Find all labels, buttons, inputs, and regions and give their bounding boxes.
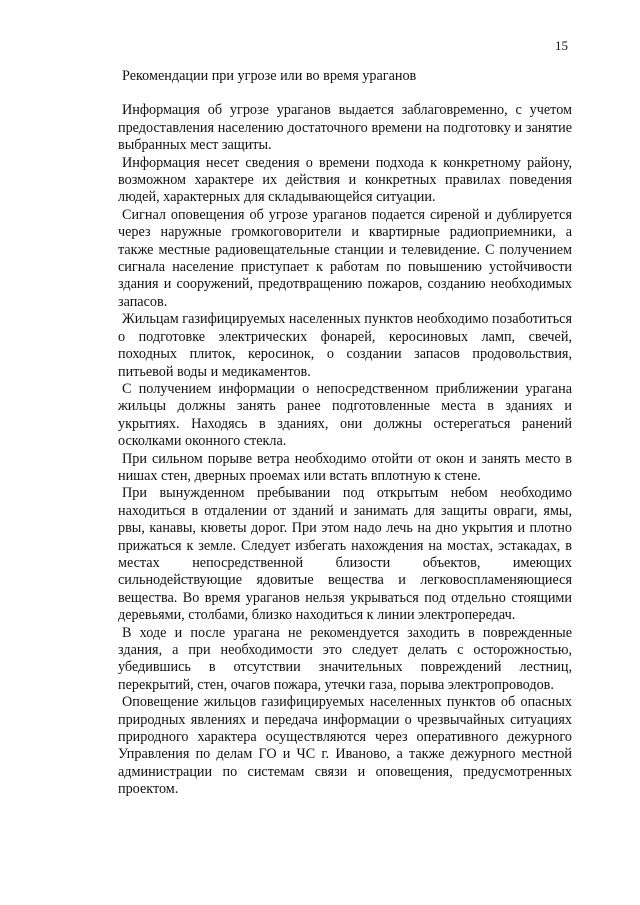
paragraph-4: Жильцам газифицируемых населенных пунктов необходимо позаботиться о подготовке электрических фонарей, керосиновых ламп, свечей, походных плиток, керосинок, о создании запасов продовольствия, питьевой воды и медикаментов.: [118, 311, 572, 380]
paragraph-5: С получением информации о непосредственном приближении урагана жильцы должны занять ранее подготовленные места в зданиях и укрытиях. Находясь в зданиях, они должны остерегаться ранений осколками оконного стекла.: [118, 380, 572, 450]
paragraph-1: Информация об угрозе ураганов выдается заблаговременно, с учетом предоставления населению достаточного времени на подготовку и занятие выбранных мест защиты.: [118, 102, 572, 154]
page-number: 15: [555, 38, 568, 53]
paragraph-8: В ходе и после урагана не рекомендуется заходить в поврежденные здания, а при необходимости это следует делать с осторожностью, убедившись в отсутствии значительных повреждений лестниц, перекрытий, стен, очагов пожара, утечки газа, порыва электропроводов.: [118, 624, 572, 693]
paragraph-3: Сигнал оповещения об угрозе ураганов подается сиреной и дублируется через наружные громкоговорители и квартирные радиоприемники, а также местные радиовещательные станции и телевидение. С получением сигнала население приступает к работам по повышению устойчивости здания и сооружений, предотвращению пожаров, созданию необходимых запасов.: [118, 206, 572, 310]
paragraph-7: При вынужденном пребывании под открытым небом необходимо находиться в отдалении от зданий и занимать для защиты овраги, ямы, рвы, канавы, кюветы дорог. При этом надо лечь на дно укрытия и плотно прижаться к земле. Следует избегать нахождения на мостах, эстакадах, в местах непосредственной близости объектов, имеющих сильнодействующие ядовитые вещества и легковоспламеняющиеся вещества. Во время ураганов нельзя укрываться под отдельно стоящими деревьями, столбами, близко находиться к линии электропередач.: [118, 485, 572, 624]
paragraph-6: При сильном порыве ветра необходимо отойти от окон и занять место в нишах стен, дверных проемах или встать вплотную к стене.: [118, 450, 572, 484]
paragraph-2: Информация несет сведения о времени подхода к конкретному району, возможном характере их действия и конкретных правилах поведения людей, характерных для складывающейся ситуации.: [118, 154, 572, 206]
document-body: [118, 68, 572, 799]
document-title: Рекомендации при угрозе или во время ураганов: [122, 68, 417, 84]
paragraph-9: Оповещение жильцов газифицируемых населенных пунктов об опасных природных явлениях и передача информации о чрезвычайных ситуациях природного характера осуществляются через оперативного дежурного Управления по делам ГО и ЧС г. Иваново, а также дежурного местной администрации по системам связи и оповещения, предусмотренных проектом.: [118, 694, 572, 798]
